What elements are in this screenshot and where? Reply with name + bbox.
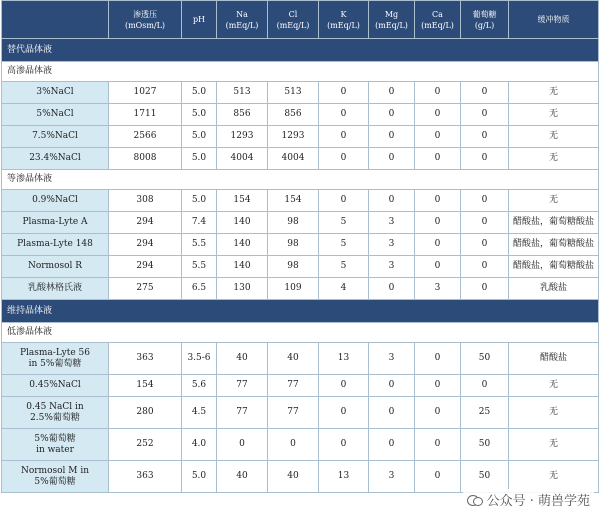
column-header [319, 1, 369, 39]
group-row [2, 62, 599, 82]
table-cell: 4004 [268, 148, 319, 170]
table-cell: 98 [268, 256, 319, 278]
table-cell: 856 [217, 104, 268, 126]
group-row [2, 170, 599, 190]
watermark [463, 489, 594, 510]
solution-name [2, 82, 109, 104]
table-cell: 醋酸盐，葡萄糖酸盐 [509, 256, 599, 278]
table-cell: 109 [268, 278, 319, 300]
section-title: 维持晶体液 [2, 300, 599, 323]
table-cell: 0 [461, 148, 509, 170]
column-header-unit: (mEq/L) [225, 20, 259, 30]
crystalloid-table [1, 0, 599, 493]
column-header [182, 1, 217, 39]
table-cell: 5.0 [182, 461, 217, 493]
table-cell: 无 [509, 148, 599, 170]
column-header-unit: (mOsm/L) [124, 20, 166, 30]
table-cell: 308 [109, 190, 182, 212]
table-row [2, 148, 599, 170]
table-cell: 154 [268, 190, 319, 212]
column-header-label: Na [236, 9, 248, 19]
table-cell: 3.5-6 [182, 343, 217, 375]
table-cell: 140 [217, 256, 268, 278]
table-cell: 4004 [217, 148, 268, 170]
table-cell: 294 [109, 212, 182, 234]
section-row [2, 39, 599, 62]
table-cell: 0 [415, 148, 461, 170]
table-cell: 无 [509, 375, 599, 397]
table-cell: 醋酸盐，葡萄糖酸盐 [509, 212, 599, 234]
table-cell: 98 [268, 234, 319, 256]
solution-name-line: 0.45%NaCl [29, 380, 81, 390]
column-header [109, 1, 182, 39]
table-cell: 5.0 [182, 82, 217, 104]
table-cell: 4 [319, 278, 369, 300]
column-header [369, 1, 415, 39]
table-cell: 77 [217, 397, 268, 429]
table-cell: 3 [369, 256, 415, 278]
column-header-label: K [340, 9, 347, 19]
column-header-label: Cl [288, 9, 298, 19]
table-cell: 50 [461, 343, 509, 375]
solution-name [2, 429, 109, 461]
table-cell: 77 [217, 375, 268, 397]
column-header-label: 缓冲物质 [537, 15, 570, 24]
table-row [2, 234, 599, 256]
table-row [2, 429, 599, 461]
table-cell: 7.4 [182, 212, 217, 234]
solution-name-line: in water [36, 444, 74, 455]
column-header-label: Ca [432, 9, 443, 19]
table-cell: 25 [461, 397, 509, 429]
table-cell: 0 [461, 256, 509, 278]
table-row [2, 104, 599, 126]
solution-name-line: 7.5%NaCl [32, 131, 78, 141]
table-cell: 5.0 [182, 148, 217, 170]
table-cell: 5 [319, 234, 369, 256]
table-cell: 40 [217, 461, 268, 493]
table-cell: 0 [369, 397, 415, 429]
table-cell: 294 [109, 256, 182, 278]
solution-name-line: Plasma-Lyte 148 [17, 239, 93, 249]
table-cell: 0 [319, 375, 369, 397]
column-header-unit: (mEq/L) [327, 20, 360, 30]
table-cell: 1711 [109, 104, 182, 126]
table-cell: 130 [217, 278, 268, 300]
column-header-label: 葡萄糖 [472, 9, 497, 19]
table-cell: 0 [369, 126, 415, 148]
table-cell: 3 [415, 278, 461, 300]
solution-name [2, 375, 109, 397]
table-cell: 5.6 [182, 375, 217, 397]
table-cell: 0 [369, 148, 415, 170]
solution-name [2, 104, 109, 126]
table-cell: 4.5 [182, 397, 217, 429]
table-cell: 6.5 [182, 278, 217, 300]
table-cell: 280 [109, 397, 182, 429]
table-cell: 醋酸盐，葡萄糖酸盐 [509, 234, 599, 256]
column-header-unit: (mEq/L) [375, 20, 408, 30]
table-cell: 0 [217, 429, 268, 461]
table-cell: 0 [369, 82, 415, 104]
table-cell: 275 [109, 278, 182, 300]
table-cell: 140 [217, 234, 268, 256]
table-cell: 77 [268, 397, 319, 429]
solution-name [2, 190, 109, 212]
solution-name [2, 278, 109, 300]
table-row [2, 397, 599, 429]
table-cell: 无 [509, 82, 599, 104]
table-cell: 3 [369, 461, 415, 493]
table-cell: 0 [415, 82, 461, 104]
column-header [217, 1, 268, 39]
solution-name [2, 256, 109, 278]
group-title: 低渗晶体液 [2, 323, 599, 343]
table-row [2, 212, 599, 234]
table-cell: 13 [319, 461, 369, 493]
table-cell: 0 [319, 82, 369, 104]
table-cell: 40 [268, 461, 319, 493]
table-cell: 140 [217, 212, 268, 234]
table-cell: 363 [109, 343, 182, 375]
table-cell: 0 [415, 104, 461, 126]
table-cell: 无 [509, 104, 599, 126]
group-row [2, 323, 599, 343]
table-cell: 0 [319, 429, 369, 461]
solution-name-line: 3%NaCl [36, 87, 74, 97]
table-row [2, 375, 599, 397]
table-cell: 无 [509, 461, 599, 493]
section-title: 替代晶体液 [2, 39, 599, 62]
table-cell: 0 [461, 126, 509, 148]
table-cell: 294 [109, 234, 182, 256]
watermark-text: 公众号 · 萌兽学苑 [486, 494, 590, 509]
table-cell: 0 [415, 126, 461, 148]
table-cell: 0 [319, 104, 369, 126]
solution-name [2, 343, 109, 375]
table-cell: 0 [461, 278, 509, 300]
table-cell: 0 [319, 190, 369, 212]
table-cell: 0 [319, 148, 369, 170]
table-cell: 0 [415, 256, 461, 278]
column-header-unit: (mEq/L) [276, 20, 310, 30]
table-cell: 0 [415, 234, 461, 256]
column-header [509, 1, 599, 39]
column-header-label: pH [192, 15, 206, 24]
table-cell: 0 [461, 375, 509, 397]
table-cell: 0 [415, 461, 461, 493]
header-row [2, 1, 599, 39]
solution-name-line: 23.4%NaCl [29, 153, 81, 163]
table-cell: 0 [461, 212, 509, 234]
table-cell: 0 [461, 234, 509, 256]
solution-name-line: 5%葡萄糖 [34, 433, 76, 444]
table-cell: 0 [369, 375, 415, 397]
solution-name-line: Normosol M in [20, 465, 90, 476]
column-header-unit: (mEq/L) [421, 20, 454, 30]
table-cell: 无 [509, 429, 599, 461]
table-cell: 513 [217, 82, 268, 104]
solution-name [2, 397, 109, 429]
section-row [2, 300, 599, 323]
solution-name-line: 0.9%NaCl [32, 195, 78, 205]
table-cell: 无 [509, 397, 599, 429]
table-cell: 0 [319, 397, 369, 429]
column-header [415, 1, 461, 39]
table-cell: 0 [415, 343, 461, 375]
table-cell: 3 [369, 212, 415, 234]
table-cell: 乳酸盐 [509, 278, 599, 300]
solution-name-line: 5%葡萄糖 [34, 476, 76, 487]
table-cell: 0 [319, 126, 369, 148]
table-cell: 0 [415, 212, 461, 234]
table-cell: 5.5 [182, 256, 217, 278]
column-header-unit: (g/L) [474, 20, 495, 30]
table-cell: 3 [369, 234, 415, 256]
table-cell: 8008 [109, 148, 182, 170]
table-cell: 2566 [109, 126, 182, 148]
table-cell: 醋酸盐 [509, 343, 599, 375]
table-cell: 0 [369, 104, 415, 126]
solution-name-line: 乳酸林格氏液 [27, 283, 82, 293]
table-cell: 5.0 [182, 190, 217, 212]
solution-name-line: 5%NaCl [36, 109, 74, 119]
solution-name [2, 148, 109, 170]
table-cell: 513 [268, 82, 319, 104]
solution-name [2, 212, 109, 234]
table-cell: 0 [415, 190, 461, 212]
solution-name [2, 234, 109, 256]
column-header [461, 1, 509, 39]
solution-name-line: Plasma-Lyte A [22, 217, 88, 227]
table-cell: 5.5 [182, 234, 217, 256]
table-cell: 3 [369, 343, 415, 375]
solution-name-line: 0.45 NaCl in [26, 401, 84, 412]
table-row [2, 82, 599, 104]
table-cell: 50 [461, 429, 509, 461]
table-cell: 5.0 [182, 126, 217, 148]
table-row [2, 278, 599, 300]
table-cell: 5.0 [182, 104, 217, 126]
table-row [2, 190, 599, 212]
solution-name-line: Plasma-Lyte 56 [19, 347, 91, 358]
table-cell: 98 [268, 212, 319, 234]
table-cell: 0 [461, 104, 509, 126]
solution-name-line: Normosol R [27, 261, 83, 271]
column-header [2, 1, 109, 39]
table-row [2, 461, 599, 493]
table-cell: 5 [319, 212, 369, 234]
table-cell: 13 [319, 343, 369, 375]
table-cell: 154 [109, 375, 182, 397]
table-cell: 0 [369, 429, 415, 461]
table-cell: 1293 [217, 126, 268, 148]
table-cell: 40 [217, 343, 268, 375]
column-header-label: 渗透压 [133, 9, 157, 19]
table-row [2, 343, 599, 375]
group-title: 等渗晶体液 [2, 170, 599, 190]
column-header-label: Mg [384, 9, 399, 19]
group-title: 高渗晶体液 [2, 62, 599, 82]
column-header [268, 1, 319, 39]
table-cell: 0 [461, 190, 509, 212]
table-cell: 1293 [268, 126, 319, 148]
solution-name-line: in 5%葡萄糖 [28, 358, 82, 369]
table-cell: 40 [268, 343, 319, 375]
table-cell: 252 [109, 429, 182, 461]
solution-name [2, 461, 109, 493]
table-cell: 856 [268, 104, 319, 126]
table-cell: 0 [369, 190, 415, 212]
table-cell: 154 [217, 190, 268, 212]
table-cell: 1027 [109, 82, 182, 104]
table-cell: 4.0 [182, 429, 217, 461]
table-cell: 0 [369, 278, 415, 300]
table-row [2, 256, 599, 278]
table-cell: 0 [461, 82, 509, 104]
table-cell: 无 [509, 126, 599, 148]
solution-name-line: 2.5%葡萄糖 [30, 412, 80, 423]
table-cell: 无 [509, 190, 599, 212]
table-row [2, 126, 599, 148]
table-cell: 0 [415, 397, 461, 429]
table-cell: 0 [268, 429, 319, 461]
table-cell: 5 [319, 256, 369, 278]
table-cell: 363 [109, 461, 182, 493]
table-cell: 50 [461, 461, 509, 493]
table-cell: 0 [415, 375, 461, 397]
table-cell: 0 [415, 429, 461, 461]
solution-name [2, 126, 109, 148]
wechat-icon [467, 493, 483, 507]
table-cell: 77 [268, 375, 319, 397]
